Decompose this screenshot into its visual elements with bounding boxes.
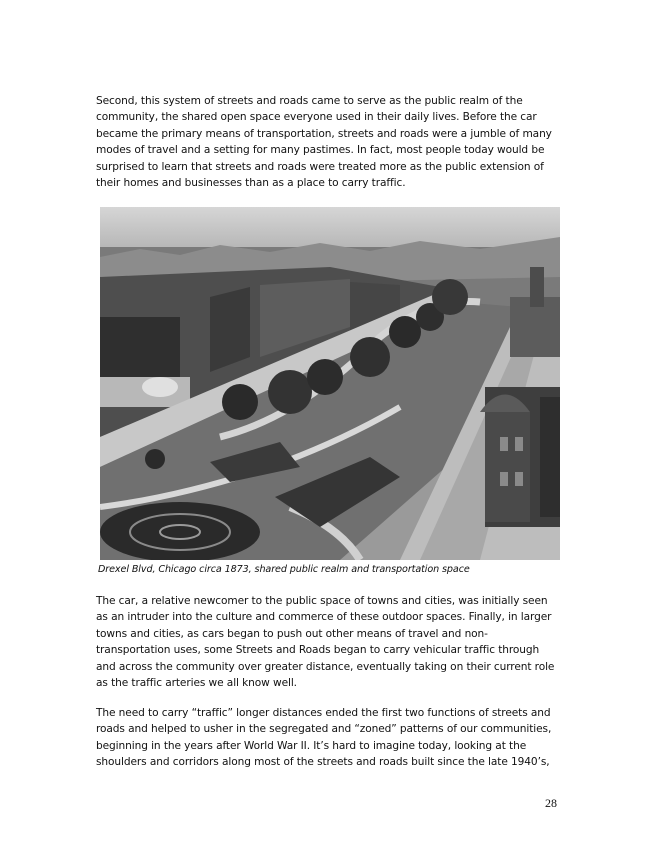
paragraph-intro: Second, this system of streets and roads came to serve as the public realm of the community, the shared open space everyone used in their daily lives. Before the car became the primary means of transportation, streets and roads were a jumble of many modes of travel and a setting for many pastimes. In fact, most people today would be surprised to learn that streets and roads were treated more as the public extension of their homes and businesses than as a place to carry traffic. — [96, 95, 552, 190]
page-number: 28 — [545, 796, 557, 810]
historic-photo-drexel-blvd — [100, 207, 560, 560]
paragraph-traffic-zoning: The need to carry “traffic” longer distances ended the first two functions of streets and roads and helped to usher in the segregated and “zoned” patterns of our communities, beginning in the years after World War II. It’s hard to imagine today, looking at the shoulders and corridors along most of the streets and roads built since the late 1940’s, — [96, 707, 552, 769]
paragraph-car-newcomer: The car, a relative newcomer to the public space of towns and cities, was initially seen as an intruder into the culture and commerce of these outdoor spaces. Finally, in larger towns and cities, as cars began to push out other means of travel and non-transportation uses, some Streets and Roads began to carry vehicular traffic through and across the community over greater distance, eventually taking on their current role as the traffic arteries we all know well. — [96, 595, 555, 690]
figure-caption: Drexel Blvd, Chicago circa 1873, shared public realm and transportation space — [98, 564, 470, 575]
